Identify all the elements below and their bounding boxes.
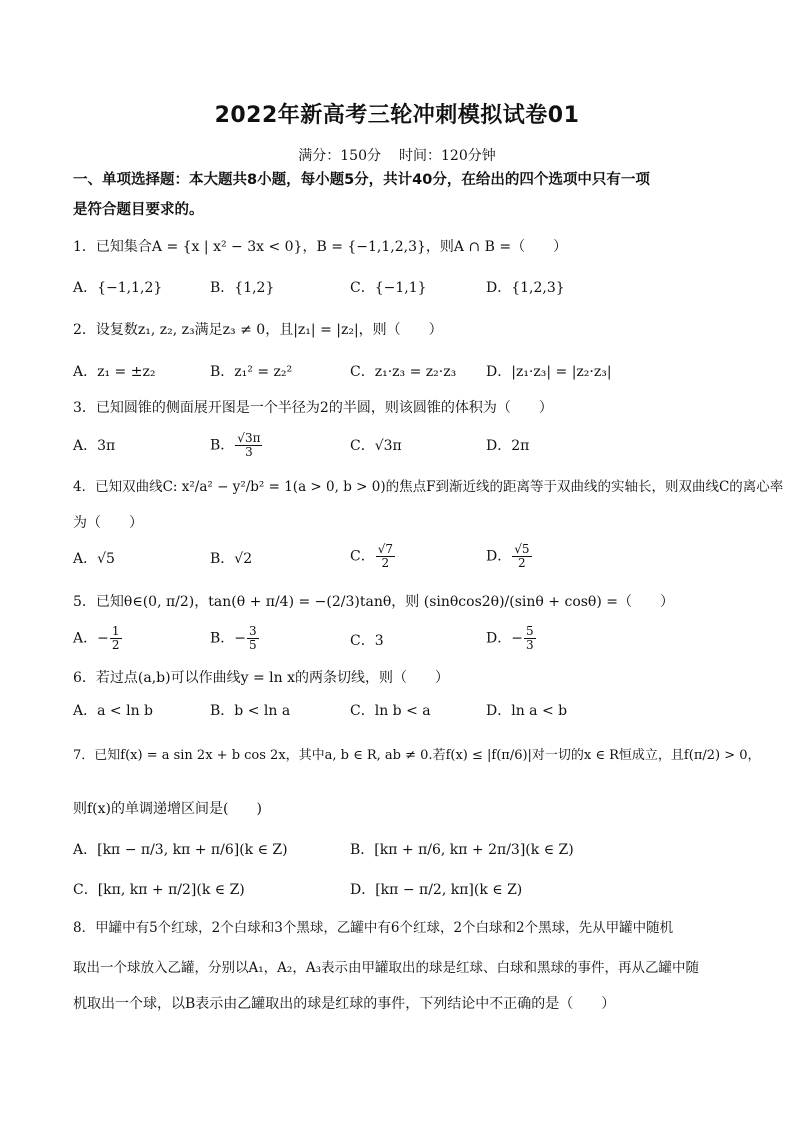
- option-d: D．[kπ − π/2, kπ](k ∈ Z): [350, 882, 523, 898]
- option-a: A．{−1,1,2}: [73, 280, 163, 296]
- option-b: B．{1,2}: [210, 280, 275, 296]
- option-d: D．|z₁·z₃| = |z₂·z₃|: [486, 364, 612, 380]
- option-b: B．z₁² = z₂²: [210, 364, 293, 380]
- question-7-stem: 7．已知f(x) = a sin 2x + b cos 2x，其中a, b ∈ R, ab ≠ 0.若f(x) ≤ |f(π/6)|对一切的x ∈ R恒成立，且f(π/2) > 0，: [73, 748, 761, 763]
- option-a: A．a < ln b: [73, 703, 153, 719]
- option-c: C．z₁·z₃ = z₂·z₃: [350, 364, 457, 380]
- option-b: B． $\frac{√3\pi}{3}$: [210, 431, 261, 459]
- question-5-stem: 5．已知θ∈(0, π/2)，tan(θ + π/4) = −(2/3)tanθ，则 (sinθcos2θ)/(sinθ + cosθ) =（ ）: [73, 594, 675, 610]
- option-a: A．− $\frac{1}{2}$: [73, 624, 120, 652]
- question-3-options: [73, 432, 733, 468]
- question-3-stem: 3．已知圆锥的侧面展开图是一个半径为2的半圆，则该圆锥的体积为（ ）: [73, 400, 553, 416]
- full-score: 满分：150分: [298, 148, 381, 164]
- question-4-options: [73, 543, 733, 579]
- option-d: D．ln a < b: [486, 703, 568, 719]
- question-8-line3: 机取出一个球，以B表示由乙罐取出的球是红球的事件，下列结论中不正确的是（ ）: [73, 996, 616, 1012]
- option-d: D． $\frac{√5}{2}$: [486, 542, 530, 570]
- page-title: 2022年新高考三轮冲刺模拟试卷01: [214, 103, 580, 128]
- option-c: C． $\frac{√7}{2}$: [350, 542, 393, 570]
- question-5-options: [73, 625, 733, 661]
- option-a: A．z₁ = ±z₂: [73, 364, 156, 380]
- question-1-options: [73, 278, 733, 308]
- time-limit: 时间：120分钟: [399, 148, 496, 164]
- option-c: C．[kπ, kπ + π/2](k ∈ Z): [73, 882, 245, 898]
- question-2-options: [73, 362, 733, 392]
- option-d: D．{1,2,3}: [486, 280, 565, 296]
- option-a: A．√5: [73, 551, 115, 567]
- option-d: D．2π: [486, 438, 530, 454]
- option-a: A．3π: [73, 438, 116, 454]
- question-4-stem-cont: 为（ ）: [73, 515, 143, 531]
- question-8-line1: 8．甲罐中有5个红球，2个白球和3个黑球，乙罐中有6个红球，2个白球和2个黑球，先从甲罐中随机: [73, 920, 674, 936]
- question-6-options: [73, 701, 733, 731]
- option-a: A．[kπ − π/3, kπ + π/6](k ∈ Z): [73, 842, 288, 858]
- question-6-stem: 6．若过点(a,b)可以作曲线y = ln x的两条切线，则（ ）: [73, 670, 449, 686]
- question-1-stem: 1．已知集合A = {x | x² − 3x < 0}，B = {−1,1,2,3}，则A ∩ B =（ ）: [73, 239, 568, 255]
- option-d: D．− $\frac{5}{3}$: [486, 624, 534, 652]
- question-7-options-row1: [73, 840, 733, 870]
- option-c: C．3: [350, 633, 384, 649]
- question-7-options-row2: [73, 880, 733, 910]
- question-8-line2: 取出一个球放入乙罐，分别以A₁，A₂，A₃表示由甲罐取出的球是红球、白球和黑球的事件，再从乙罐中随: [73, 960, 699, 976]
- question-7-stem-cont: 则f(x)的单调递增区间是( ): [73, 801, 262, 817]
- option-c: C．{−1,1}: [350, 280, 427, 296]
- question-2-stem: 2．设复数z₁, z₂, z₃满足z₃ ≠ 0，且|z₁| = |z₂|，则（ ）: [73, 322, 443, 338]
- question-4-stem: 4．已知双曲线C: x²/a² − y²/b² = 1(a > 0, b > 0)的焦点F到渐近线的距离等于双曲线的实轴长，则双曲线C的离心率: [73, 479, 784, 495]
- option-b: B．− $\frac{3}{5}$: [210, 624, 257, 652]
- option-c: C．ln b < a: [350, 703, 431, 719]
- option-b: B．[kπ + π/6, kπ + 2π/3](k ∈ Z): [350, 842, 574, 858]
- exam-info: [0, 145, 794, 165]
- option-b: B．b < ln a: [210, 703, 291, 719]
- section-heading-line1: 一、单项选择题：本大题共8小题，每小题5分，共计40分，在给出的四个选项中只有一项: [73, 172, 650, 188]
- option-c: C．√3π: [350, 438, 402, 454]
- section-heading-line2: 是符合题目要求的。: [73, 202, 204, 218]
- option-b: B．√2: [210, 551, 253, 567]
